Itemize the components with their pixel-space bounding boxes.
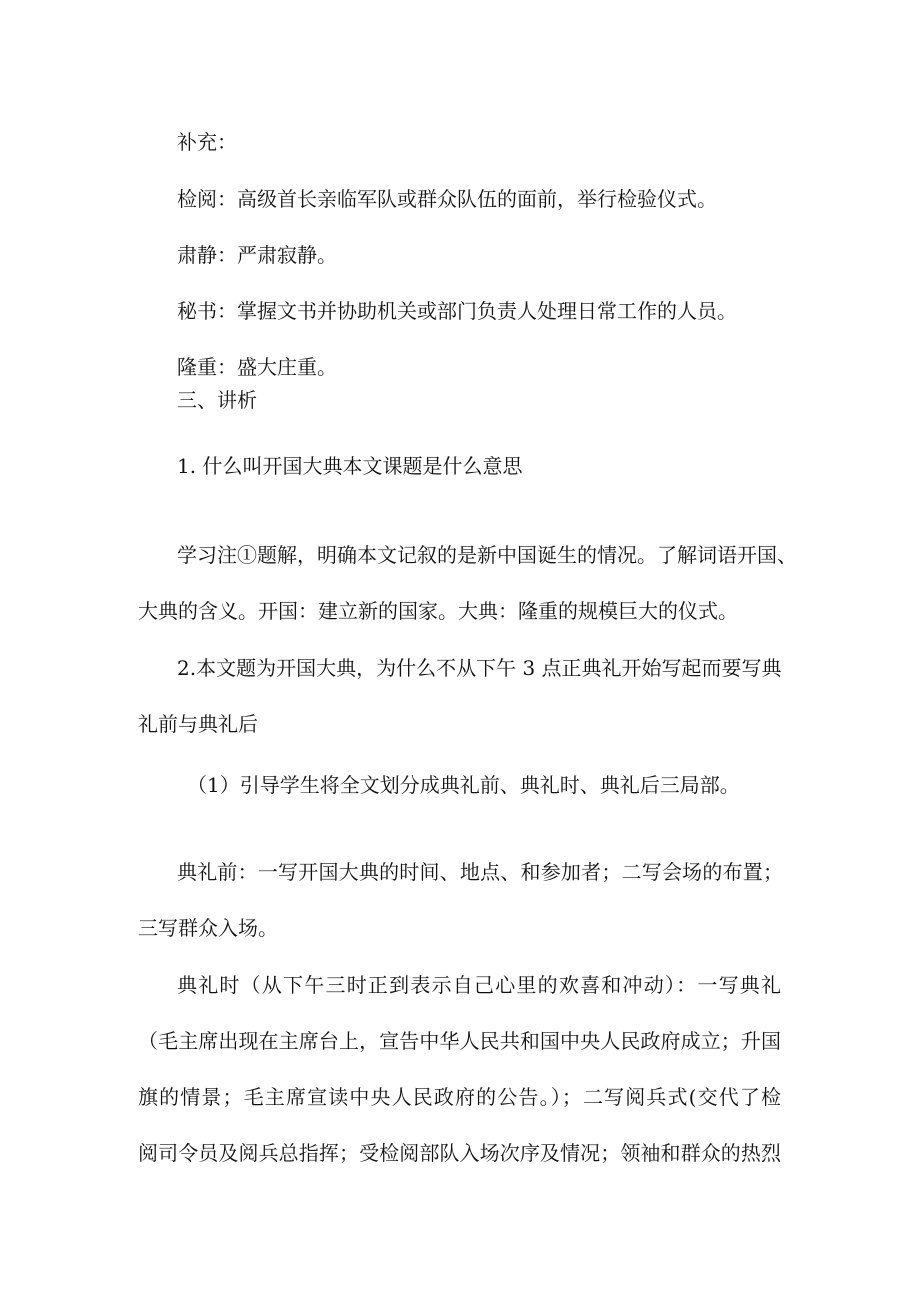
answer-1-line-2: 大典的含义。开国：建立新的国家。大典：隆重的规模巨大的仪式。: [138, 599, 738, 623]
during-ceremony-line-4: 阅司令员及阅兵总指挥；受检阅部队入场次序及情况；领袖和群众的热烈: [138, 1141, 781, 1165]
point-1: （1）引导学生将全文划分成典礼前、典礼时、典礼后三局部。: [187, 773, 740, 797]
supplement-heading: 补充：: [177, 130, 237, 154]
during-ceremony-line-1: 典礼时（从下午三时正到表示自己心里的欢喜和冲动）：一写典礼: [177, 973, 781, 997]
definition-longzhong: 隆重：盛大庄重。: [177, 355, 337, 379]
question-2-line-2: 礼前与典礼后: [138, 712, 258, 736]
answer-1-line-1: 学习注①题解，明确本文记叙的是新中国诞生的情况。了解词语开国、: [177, 543, 797, 567]
before-ceremony-line-2: 三写群众入场。: [138, 916, 278, 940]
definition-sujing: 肃静：严肃寂静。: [177, 243, 337, 267]
section-heading: 三、讲析: [177, 388, 257, 412]
definition-mishu: 秘书：掌握文书并协助机关或部门负责人处理日常工作的人员。: [177, 299, 737, 323]
during-ceremony-line-2: （毛主席出现在主席台上，宣告中华人民共和国中央人民政府成立；升国: [138, 1029, 781, 1053]
during-ceremony-line-3: 旗的情景；毛主席宣读中央人民政府的公告。）；二写阅兵式(交代了检: [138, 1085, 781, 1109]
question-1: 1. 什么叫开国大典本文课题是什么意思: [177, 454, 523, 478]
question-2-line-1: 2.本文题为开国大典，为什么不从下午 3 点正典礼开始写起而要写典: [177, 656, 782, 680]
before-ceremony-line-1: 典礼前：一写开国大典的时间、地点、和参加者；二写会场的布置；: [177, 860, 783, 884]
definition-jianyue: 检阅：高级首长亲临军队或群众队伍的面前，举行检验仪式。: [177, 187, 717, 211]
